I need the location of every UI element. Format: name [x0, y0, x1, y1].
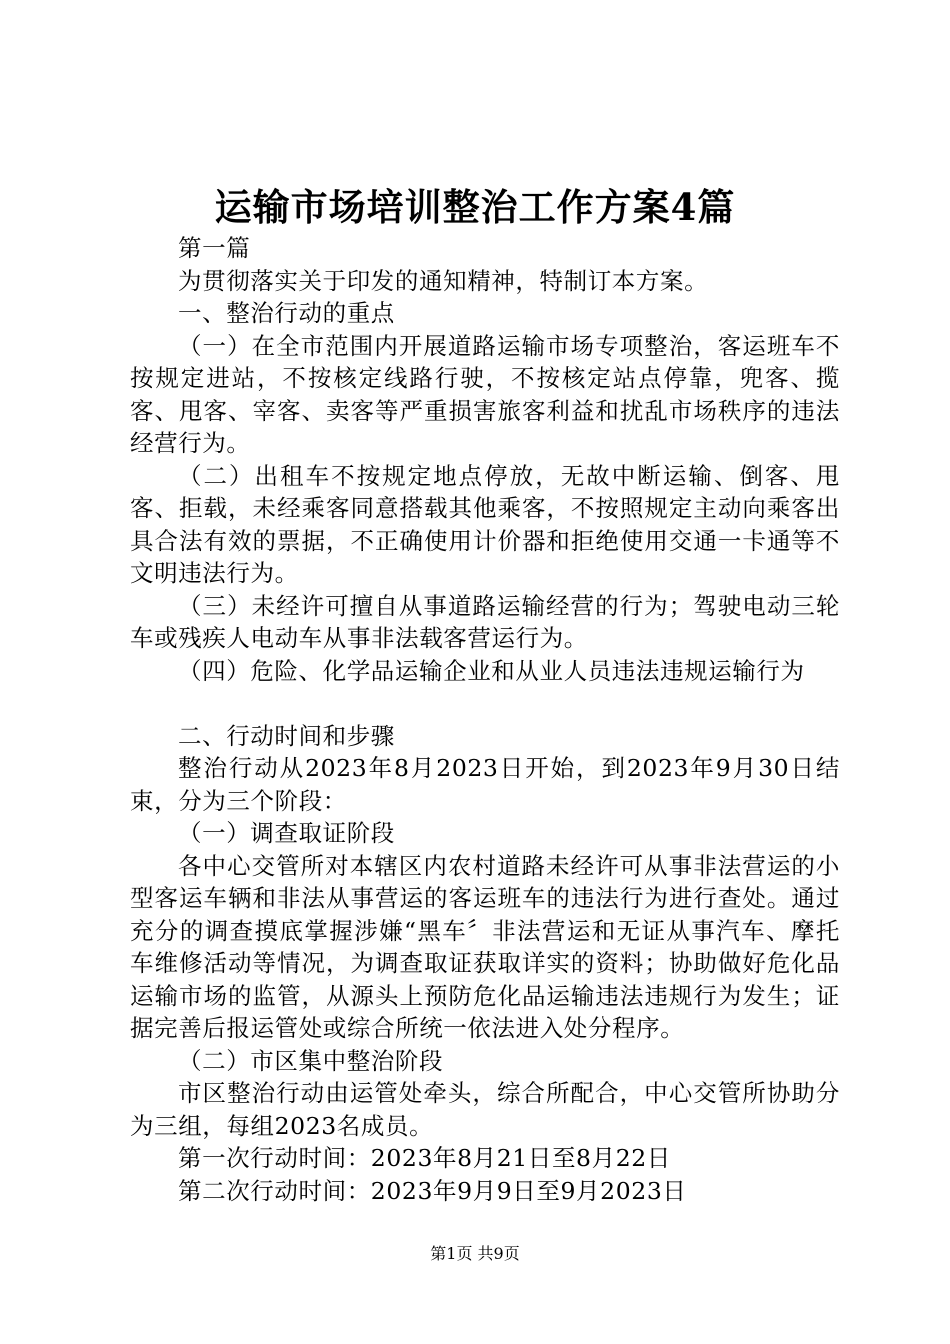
- intro-paragraph: 为贯彻落实关于印发的通知精神，特制订本方案。: [178, 266, 709, 295]
- section-heading-part-one: 第一篇: [178, 234, 251, 262]
- stage-heading-city-rectification: （二）市区集中整治阶段: [178, 1046, 444, 1075]
- focus-item-1: （一）在全市范围内开展道路运输市场专项整治，客运班车不按规定进站，不按核定线路行驶，不按核定站点停靠，兜客、揽客、甩客、宰客、卖客等严重损害旅客利益和扰乱市场秩序的违法经营行为。: [130, 331, 840, 457]
- section-heading-focus: 一、整治行动的重点: [178, 299, 395, 327]
- blank-line: [130, 687, 840, 720]
- section-heading-schedule: 二、行动时间和步骤: [178, 721, 395, 750]
- document-title: 运输市场培训整治工作方案4篇: [214, 185, 736, 229]
- investigation-paragraph: 各中心交管所对本辖区内农村道路未经许可从事非法营运的小型客运车辆和非法从事营运的客运班车的违法行为进行查处。通过充分的调查摸底掌握涉嫌“黑车〞非法营运和无证从事汽车、摩托车维修活动等情况，为调查取证获取详实的资料；协助做好危化品运输市场的监管，从源头上预防危化品运输违法违规行为发生；证据完善后报运管处或综合所统一依法进入处分程序。: [130, 851, 840, 1042]
- page-number-footer: 第1页 共9页: [430, 1244, 520, 1263]
- city-rectification-paragraph: 市区整治行动由运管处牵头，综合所配合，中心交管所协助分为三组，每组2023名成员。: [130, 1079, 840, 1140]
- schedule-paragraph: 整治行动从2023年8月2023日开始，到2023年9月30日结束，分为三个阶段：: [130, 754, 840, 815]
- focus-item-4: （四）危险、化学品运输企业和从业人员违法违规运输行为: [178, 656, 805, 685]
- second-action-time: 第二次行动时间：2023年9月9日至9月2023日: [178, 1176, 687, 1205]
- first-action-time: 第一次行动时间：2023年8月21日至8月22日: [178, 1144, 671, 1172]
- focus-item-2: （二）出租车不按规定地点停放，无故中断运输、倒客、甩客、拒载，未经乘客同意搭载其他乘客，不按照规定主动向乘客出具合法有效的票据，不正确使用计价器和拒绝使用交通一卡通等不文明违法行为。: [130, 461, 840, 587]
- focus-item-3: （三）未经许可擅自从事道路运输经营的行为；驾驶电动三轮车或残疾人电动车从事非法载客营运行为。: [130, 591, 840, 652]
- stage-heading-investigation: （一）调查取证阶段: [178, 819, 395, 847]
- document-body: [130, 232, 840, 1207]
